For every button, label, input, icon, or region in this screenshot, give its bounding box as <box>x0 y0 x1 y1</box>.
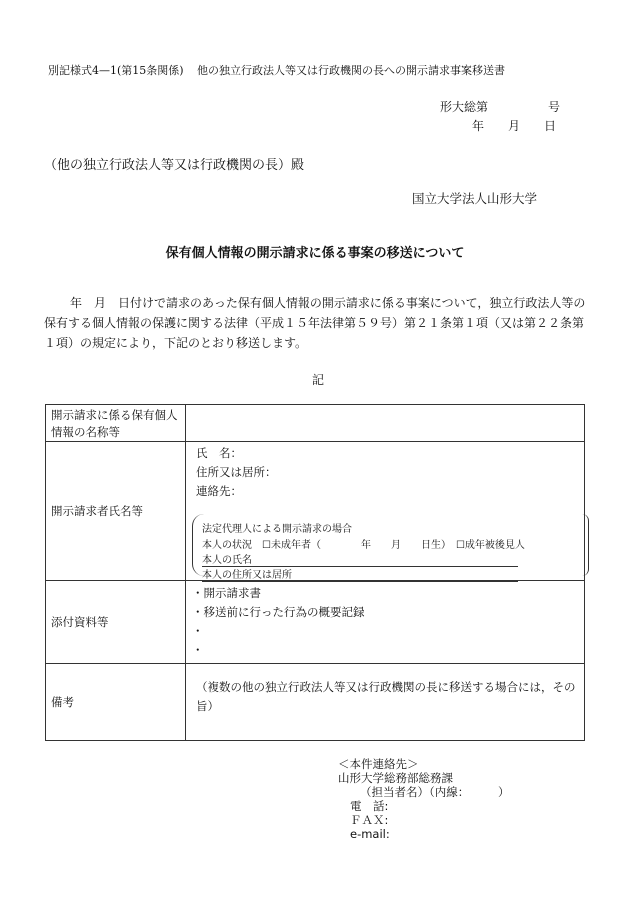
sender: 国立大学法人山形大学 <box>412 191 538 206</box>
contact-tel: 電 話: <box>350 799 389 813</box>
person-name-field[interactable]: 本人の氏名 <box>202 551 518 567</box>
attachment-item: ・開示請求書 <box>192 586 261 600</box>
attachment-item: ・ <box>192 624 204 638</box>
info-name-cell <box>186 405 585 442</box>
remarks-cell <box>186 664 585 741</box>
requester-name-label: 氏 名： <box>196 446 242 460</box>
requester-address-label: 住所又は居所： <box>196 465 277 479</box>
requester-contact-label: 連絡先： <box>196 484 242 498</box>
table-row <box>46 581 585 664</box>
form-id: 別記様式4—1(第15条関係) <box>48 64 184 77</box>
row-label-requester: 開示請求者氏名等 <box>51 504 143 518</box>
table-row <box>46 405 585 442</box>
detail-table <box>45 404 585 741</box>
contact-email: e-mail: <box>350 827 390 841</box>
person-address-field[interactable]: 本人の住所又は居所 <box>202 566 518 582</box>
row-label-remarks: 備考 <box>51 695 74 709</box>
attachments-cell <box>186 581 585 664</box>
document-number: 形大総第 号 <box>440 100 561 114</box>
table-row <box>46 664 585 741</box>
addressee: （他の独立行政法人等又は行政機関の長）殿 <box>44 158 305 173</box>
table-row <box>46 442 585 581</box>
contact-title: ＜本件連絡先＞ <box>338 757 419 771</box>
remarks-text: （複数の他の独立行政法人等又は行政機関の長に移送する場合には，その旨） <box>196 680 576 713</box>
form-title: 他の独立行政法人等又は行政機関の長への開示請求事案移送書 <box>197 64 505 77</box>
attachment-item: ・ <box>192 643 204 657</box>
subject-heading: 保有個人情報の開示請求に係る事案の移送について <box>165 246 465 261</box>
contact-person: （担当者名）（内線： ） <box>360 785 510 799</box>
agent-bracket-right <box>582 514 589 576</box>
row-label-attachments: 添付資料等 <box>51 615 109 629</box>
body-paragraph: 年 月 日付けで請求のあった保有個人情報の開示請求に係る事案について，独立行政法人等の保有する個人情報の保護に関する法律（平成１５年法律第５９号）第２１条第１項（又は第２２条第１項）の規定により，下記のとおり移送します。 <box>44 296 586 350</box>
person-status: 本人の状況 ☐未成年者（ 年 月 日生） ☐成年被後見人 <box>202 540 525 551</box>
attachment-item: ・移送前に行った行為の概要記録 <box>192 605 365 619</box>
row-label-info-name: 開示請求に係る保有個人情報の名称等 <box>51 408 178 439</box>
contact-block <box>338 757 510 841</box>
contact-fax: ＦＡＸ: <box>350 813 389 827</box>
agent-title: 法定代理人による開示請求の場合 <box>202 524 352 535</box>
contact-department: 山形大学総務部総務課 <box>338 771 453 785</box>
requester-cell <box>186 442 585 581</box>
ki-heading: 記 <box>312 373 325 387</box>
document-date: 年 月 日 <box>472 119 557 133</box>
